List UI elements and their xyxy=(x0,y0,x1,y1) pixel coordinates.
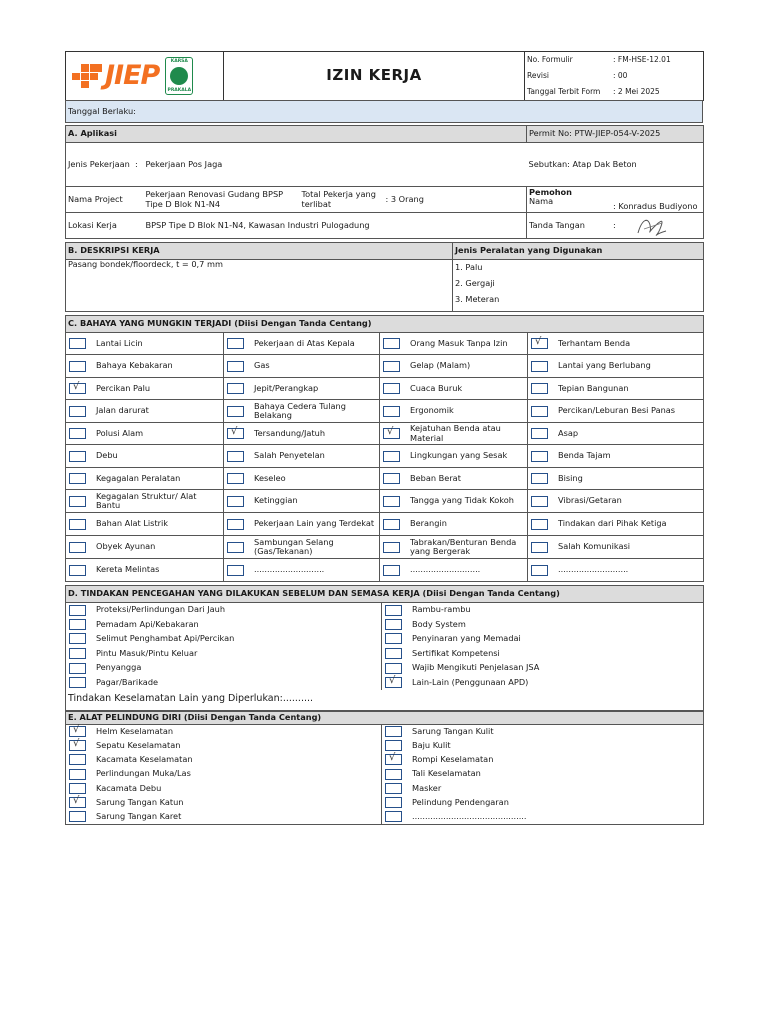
signature-icon xyxy=(634,215,670,237)
checkbox[interactable] xyxy=(531,338,548,349)
apd-row xyxy=(66,781,704,795)
apd-item xyxy=(66,767,382,781)
tanggal-berlaku-field[interactable]: Tanggal Berlaku: xyxy=(66,101,703,123)
section-a xyxy=(65,125,704,239)
pemohon-block xyxy=(527,187,704,213)
precaution-item xyxy=(382,632,704,647)
hazard-item xyxy=(380,400,528,423)
item-label: Pagar/Barikade xyxy=(96,677,159,688)
item-label: Rambu-rambu xyxy=(412,604,471,615)
checkbox[interactable] xyxy=(69,428,86,439)
hazard-item xyxy=(66,333,224,355)
item-label: Vibrasi/Getaran xyxy=(558,495,622,506)
item-label: Rompi Keselamatan xyxy=(412,754,494,765)
checkbox[interactable] xyxy=(69,754,86,765)
hazard-item xyxy=(224,445,380,468)
hazard-item xyxy=(380,423,528,445)
apd-row xyxy=(66,724,704,738)
hazard-item xyxy=(528,490,704,513)
checkbox[interactable] xyxy=(531,451,548,462)
item-label: ........................... xyxy=(254,564,325,575)
apd-row xyxy=(66,738,704,752)
item-label: Tepian Bangunan xyxy=(558,382,629,393)
precaution-item xyxy=(66,617,382,632)
precaution-item xyxy=(382,661,704,676)
hazard-item xyxy=(528,378,704,400)
meta-label: Tanggal Terbit Form xyxy=(527,86,601,96)
jenis-pekerjaan-label: Jenis Pekerjaan : xyxy=(66,143,144,187)
item-label: Gas xyxy=(254,360,270,371)
tanggal-berlaku-row xyxy=(65,100,703,123)
checkbox[interactable] xyxy=(227,428,244,439)
checkbox[interactable] xyxy=(383,451,400,462)
hazard-item xyxy=(66,536,224,559)
item-label: Orang Masuk Tanpa Izin xyxy=(410,337,508,348)
section-d-title: D. TINDAKAN PENCEGAHAN YANG DILAKUKAN SEBELUM DAN SEMASA KERJA (Diisi Dengan Tanda Centang) xyxy=(66,586,704,603)
checkbox[interactable] xyxy=(531,383,548,394)
lokasi-value[interactable]: BPSP Tipe D Blok N1-N4, Kawasan Industri Pulogadung xyxy=(144,213,527,239)
hazard-item xyxy=(528,513,704,536)
section-d xyxy=(65,585,704,711)
item-label: Kegagalan Struktur/ Alat Bantu xyxy=(96,490,197,510)
item-label: Kegagalan Peralatan xyxy=(96,472,181,483)
item-label: Proteksi/Perlindungan Dari Jauh xyxy=(96,604,226,615)
checkbox[interactable] xyxy=(69,769,86,780)
hazard-item xyxy=(66,559,224,582)
apd-item xyxy=(66,724,382,738)
checkbox[interactable] xyxy=(385,633,402,644)
precaution-row xyxy=(66,661,704,676)
hazard-item xyxy=(528,536,704,559)
permit-number: Permit No: PTW-JIEP-054-V-2025 xyxy=(527,126,704,143)
apd-row xyxy=(66,810,704,824)
checkbox[interactable] xyxy=(531,406,548,417)
pemohon-label: Pemohon xyxy=(529,186,573,197)
checkbox[interactable] xyxy=(383,496,400,507)
logo-cell xyxy=(66,52,224,101)
nama-project-label: Nama Project xyxy=(66,187,144,213)
checkbox[interactable] xyxy=(69,811,86,822)
item-label: Berangin xyxy=(410,518,447,529)
tanda-tangan-label: Tanda Tangan xyxy=(529,219,585,230)
hazard-item xyxy=(66,468,224,490)
apd-item xyxy=(382,753,704,767)
tool-item: 2. Gergaji xyxy=(455,278,495,288)
tindakan-lain[interactable]: Tindakan Keselamatan Lain yang Diperlukan:.......... xyxy=(66,690,704,710)
apd-item xyxy=(66,738,382,752)
section-e-title: E. ALAT PELINDUNG DIRI (Diisi Dengan Tanda Centang) xyxy=(66,711,704,724)
form-title: IZIN KERJA xyxy=(224,52,525,101)
checkbox[interactable] xyxy=(383,406,400,417)
checkbox[interactable] xyxy=(69,677,86,688)
hazard-row xyxy=(66,423,704,445)
karsa-prakala-seal xyxy=(165,57,193,95)
sebutkan-field[interactable]: Sebutkan: Atap Dak Beton xyxy=(527,143,704,187)
item-label: Percikan/Leburan Besi Panas xyxy=(558,405,676,416)
hazard-item xyxy=(66,400,224,423)
hazard-item xyxy=(224,490,380,513)
hazard-item xyxy=(528,400,704,423)
brand-name: JIEP xyxy=(105,60,160,92)
hazard-item xyxy=(528,423,704,445)
item-label: Lantai Licin xyxy=(96,337,143,348)
hazard-row xyxy=(66,513,704,536)
nama-project-value[interactable]: Pekerjaan Renovasi Gudang BPSP Tipe D Blok N1-N4 xyxy=(144,187,300,213)
checkbox[interactable] xyxy=(69,451,86,462)
hazard-item xyxy=(224,536,380,559)
apd-item xyxy=(66,753,382,767)
item-label: Bahaya Kebakaran xyxy=(96,360,173,371)
form-meta xyxy=(525,52,704,101)
hazard-item xyxy=(380,378,528,400)
item-label: ........................... xyxy=(558,564,629,575)
item-label: Bahaya Cedera Tulang Belakang xyxy=(254,400,346,420)
hazard-row xyxy=(66,490,704,513)
item-label: Lingkungan yang Sesak xyxy=(410,450,508,461)
checkbox[interactable] xyxy=(69,605,86,616)
hazard-item xyxy=(380,536,528,559)
checkbox[interactable] xyxy=(69,619,86,630)
item-label: Bising xyxy=(558,472,583,483)
item-label: Bahan Alat Listrik xyxy=(96,518,169,529)
tanda-tangan-sep: : xyxy=(613,219,616,230)
hazard-item xyxy=(224,333,380,355)
checkbox[interactable] xyxy=(383,542,400,553)
item-label: Pelindung Pendengaran xyxy=(412,796,509,807)
tools-title: Jenis Peralatan yang Digunakan xyxy=(453,243,704,260)
item-label: Wajib Mengikuti Penjelasan JSA xyxy=(412,662,540,673)
hazard-item xyxy=(224,378,380,400)
precaution-row xyxy=(66,632,704,647)
apd-item xyxy=(382,738,704,752)
item-label: Jalan darurat xyxy=(96,405,149,416)
item-label: Sepatu Keselamatan xyxy=(96,739,181,750)
item-label: Selimut Penghambat Api/Percikan xyxy=(96,633,235,644)
checkbox[interactable] xyxy=(383,383,400,394)
section-a-title: A. Aplikasi xyxy=(66,126,527,143)
deskripsi-kerja[interactable]: Pasang bondek/floordeck, t = 0,7 mm xyxy=(66,260,453,312)
checkbox[interactable] xyxy=(385,811,402,822)
checkbox[interactable] xyxy=(383,565,400,576)
checkbox[interactable] xyxy=(69,783,86,794)
checkbox[interactable] xyxy=(383,519,400,530)
item-label: Tangga yang Tidak Kokoh xyxy=(410,495,514,506)
apd-item xyxy=(382,767,704,781)
checkbox[interactable] xyxy=(383,428,400,439)
precaution-item xyxy=(66,675,382,690)
hazard-item xyxy=(380,559,528,582)
item-label: Beban Berat xyxy=(410,472,461,483)
item-label: Gelap (Malam) xyxy=(410,360,471,371)
hazard-row xyxy=(66,400,704,423)
checkbox[interactable] xyxy=(531,542,548,553)
item-label: Ergonomik xyxy=(410,405,454,416)
checkbox[interactable] xyxy=(531,565,548,576)
hazard-row xyxy=(66,355,704,378)
nama-label: Nama xyxy=(529,196,554,206)
apd-item xyxy=(66,781,382,795)
item-label: Masker xyxy=(412,782,442,793)
hazard-row xyxy=(66,333,704,355)
nama-value[interactable]: : Konradus Budiyono xyxy=(613,201,698,211)
hazard-item xyxy=(528,559,704,582)
checkbox[interactable] xyxy=(69,473,86,484)
item-label: Tindakan dari Pihak Ketiga xyxy=(558,518,667,529)
apd-row xyxy=(66,753,704,767)
seal-bottom-text: PRAKALA xyxy=(167,87,192,93)
precaution-row xyxy=(66,617,704,632)
checkbox[interactable] xyxy=(69,633,86,644)
checkbox[interactable] xyxy=(227,473,244,484)
item-label: Penyinaran yang Memadai xyxy=(412,633,521,644)
item-label: Debu xyxy=(96,450,118,461)
checkbox[interactable] xyxy=(227,383,244,394)
checkbox[interactable] xyxy=(385,740,402,751)
precaution-item xyxy=(382,646,704,661)
precaution-item xyxy=(382,617,704,632)
checkbox[interactable] xyxy=(385,797,402,808)
item-label: Polusi Alam xyxy=(96,427,144,438)
hazard-item xyxy=(528,468,704,490)
checkbox[interactable] xyxy=(69,496,86,507)
tools-list xyxy=(453,260,704,312)
hazard-row xyxy=(66,378,704,400)
checkbox[interactable] xyxy=(227,496,244,507)
checkbox[interactable] xyxy=(227,338,244,349)
hazard-item xyxy=(224,355,380,378)
checkbox[interactable] xyxy=(69,406,86,417)
item-label: Cuaca Buruk xyxy=(410,382,463,393)
tanda-tangan-block xyxy=(527,213,704,239)
item-label: Salah Penyetelan xyxy=(254,450,325,461)
item-label: Penyangga xyxy=(96,662,142,673)
item-label: Obyek Ayunan xyxy=(96,541,156,552)
item-label: Asap xyxy=(558,427,579,438)
tool-item: 3. Meteran xyxy=(455,294,500,304)
precaution-item xyxy=(66,603,382,618)
meta-value: : 00 xyxy=(613,70,628,80)
checkbox[interactable] xyxy=(69,361,86,372)
checkbox[interactable] xyxy=(531,519,548,530)
hazard-item xyxy=(528,333,704,355)
total-pekerja-value[interactable]: : 3 Orang xyxy=(384,187,527,213)
section-b-title: B. DESKRIPSI KERJA xyxy=(66,243,453,260)
form-header xyxy=(65,51,704,101)
checkbox[interactable] xyxy=(385,769,402,780)
item-label: Body System xyxy=(412,618,466,629)
item-label: Sarung Tangan Kulit xyxy=(412,725,494,736)
apd-item xyxy=(382,796,704,810)
item-label: Pekerjaan di Atas Kepala xyxy=(254,337,355,348)
hazard-item xyxy=(66,423,224,445)
apd-row xyxy=(66,796,704,810)
item-label: Percikan Palu xyxy=(96,382,151,393)
checkbox[interactable] xyxy=(531,496,548,507)
hazard-row xyxy=(66,445,704,468)
hazard-row xyxy=(66,468,704,490)
checkbox[interactable] xyxy=(227,361,244,372)
meta-value: : FM-HSE-12.01 xyxy=(613,54,671,64)
hazard-item xyxy=(380,333,528,355)
jiep-logo-icon xyxy=(72,64,102,88)
item-label: Lain-Lain (Penggunaan APD) xyxy=(412,677,529,688)
checkbox[interactable] xyxy=(227,565,244,576)
checkbox[interactable] xyxy=(69,663,86,674)
hazard-item xyxy=(224,423,380,445)
item-label: Pemadam Api/Kebakaran xyxy=(96,618,199,629)
item-label: Salah Komunikasi xyxy=(558,541,631,552)
checkbox[interactable] xyxy=(227,406,244,417)
item-label: Kacamata Debu xyxy=(96,782,162,793)
meta-value: : 2 Mei 2025 xyxy=(613,86,660,96)
hazard-item xyxy=(380,355,528,378)
checkbox[interactable] xyxy=(383,361,400,372)
meta-label: No. Formulir xyxy=(527,54,573,64)
item-label: Tersandung/Jatuh xyxy=(254,427,326,438)
hazard-item xyxy=(528,445,704,468)
hazard-item xyxy=(528,355,704,378)
item-label: Keseleo xyxy=(254,472,286,483)
checkbox[interactable] xyxy=(531,361,548,372)
apd-item xyxy=(382,810,704,824)
lokasi-label: Lokasi Kerja xyxy=(66,213,144,239)
checkbox[interactable] xyxy=(69,740,86,751)
precaution-item xyxy=(66,661,382,676)
precaution-row xyxy=(66,646,704,661)
checkbox[interactable] xyxy=(69,519,86,530)
item-label: Jepit/Perangkap xyxy=(254,382,319,393)
hazard-item xyxy=(66,490,224,513)
checkbox[interactable] xyxy=(69,338,86,349)
precaution-row xyxy=(66,675,704,690)
checkbox[interactable] xyxy=(227,519,244,530)
hazard-item xyxy=(66,378,224,400)
hazard-item xyxy=(224,513,380,536)
checkbox[interactable] xyxy=(385,726,402,737)
hazard-item xyxy=(224,400,380,423)
checkbox[interactable] xyxy=(385,677,402,688)
precaution-item xyxy=(66,632,382,647)
item-label: Perlindungan Muka/Las xyxy=(96,768,191,779)
apd-row xyxy=(66,767,704,781)
hazard-item xyxy=(380,490,528,513)
hazard-row xyxy=(66,536,704,559)
item-label: ............................................ xyxy=(412,811,527,822)
jenis-pekerjaan-value[interactable]: Pekerjaan Pos Jaga xyxy=(144,143,527,187)
hazard-item xyxy=(66,355,224,378)
hazard-item xyxy=(224,468,380,490)
checkbox[interactable] xyxy=(69,383,86,394)
meta-label: Revisi xyxy=(527,70,550,80)
item-label: Terhantam Benda xyxy=(558,337,631,348)
checkbox[interactable] xyxy=(69,542,86,553)
item-label: Tali Keselamatan xyxy=(412,768,481,779)
checkbox[interactable] xyxy=(531,473,548,484)
precaution-item xyxy=(382,675,704,690)
item-label: ........................... xyxy=(410,564,481,575)
tool-item: 1. Palu xyxy=(455,262,483,272)
checkbox[interactable] xyxy=(69,565,86,576)
checkbox[interactable] xyxy=(227,542,244,553)
hazard-row xyxy=(66,559,704,582)
hazard-item xyxy=(66,445,224,468)
item-label: Sambungan Selang (Gas/Tekanan) xyxy=(254,536,334,556)
checkbox[interactable] xyxy=(385,754,402,765)
checkbox[interactable] xyxy=(69,648,86,659)
checkbox[interactable] xyxy=(385,619,402,630)
checkbox[interactable] xyxy=(227,451,244,462)
checkbox[interactable] xyxy=(385,605,402,616)
checkbox[interactable] xyxy=(385,663,402,674)
section-e xyxy=(65,711,704,825)
checkbox[interactable] xyxy=(383,473,400,484)
item-label: Kacamata Keselamatan xyxy=(96,754,193,765)
checkbox[interactable] xyxy=(69,797,86,808)
checkbox[interactable] xyxy=(383,338,400,349)
checkbox[interactable] xyxy=(69,726,86,737)
apd-item xyxy=(382,781,704,795)
permit-form xyxy=(65,51,703,825)
seal-emblem-icon xyxy=(170,67,188,85)
item-label: Baju Kulit xyxy=(412,739,451,750)
hazard-item xyxy=(224,559,380,582)
item-label: Ketinggian xyxy=(254,495,298,506)
item-label: Lantai yang Berlubang xyxy=(558,360,651,371)
section-b xyxy=(65,242,704,312)
item-label: Tabrakan/Benturan Benda yang Bergerak xyxy=(410,536,517,556)
item-label: Pintu Masuk/Pintu Keluar xyxy=(96,647,198,658)
seal-top-text: KARSA xyxy=(170,59,188,64)
hazard-item xyxy=(380,513,528,536)
item-label: Sarung Tangan Katun xyxy=(96,796,184,807)
item-label: Helm Keselamatan xyxy=(96,725,174,736)
precaution-row xyxy=(66,603,704,618)
checkbox[interactable] xyxy=(385,648,402,659)
section-c-title: C. BAHAYA YANG MUNGKIN TERJADI (Diisi Dengan Tanda Centang) xyxy=(66,316,704,333)
checkbox[interactable] xyxy=(385,783,402,794)
apd-item xyxy=(66,810,382,824)
item-label: Kejatuhan Benda atau Material xyxy=(410,423,501,443)
precaution-item xyxy=(382,603,704,618)
hazard-item xyxy=(380,468,528,490)
apd-item xyxy=(66,796,382,810)
checkbox[interactable] xyxy=(531,428,548,439)
item-label: Sarung Tangan Karet xyxy=(96,811,182,822)
section-c xyxy=(65,315,704,582)
apd-item xyxy=(382,724,704,738)
item-label: Kereta Melintas xyxy=(96,564,160,575)
item-label: Pekerjaan Lain yang Terdekat xyxy=(254,518,375,529)
total-pekerja-label: Total Pekerja yang terlibat xyxy=(300,187,384,213)
hazard-item xyxy=(380,445,528,468)
item-label: Sertifikat Kompetensi xyxy=(412,647,500,658)
item-label: Benda Tajam xyxy=(558,450,611,461)
precaution-item xyxy=(66,646,382,661)
hazard-item xyxy=(66,513,224,536)
